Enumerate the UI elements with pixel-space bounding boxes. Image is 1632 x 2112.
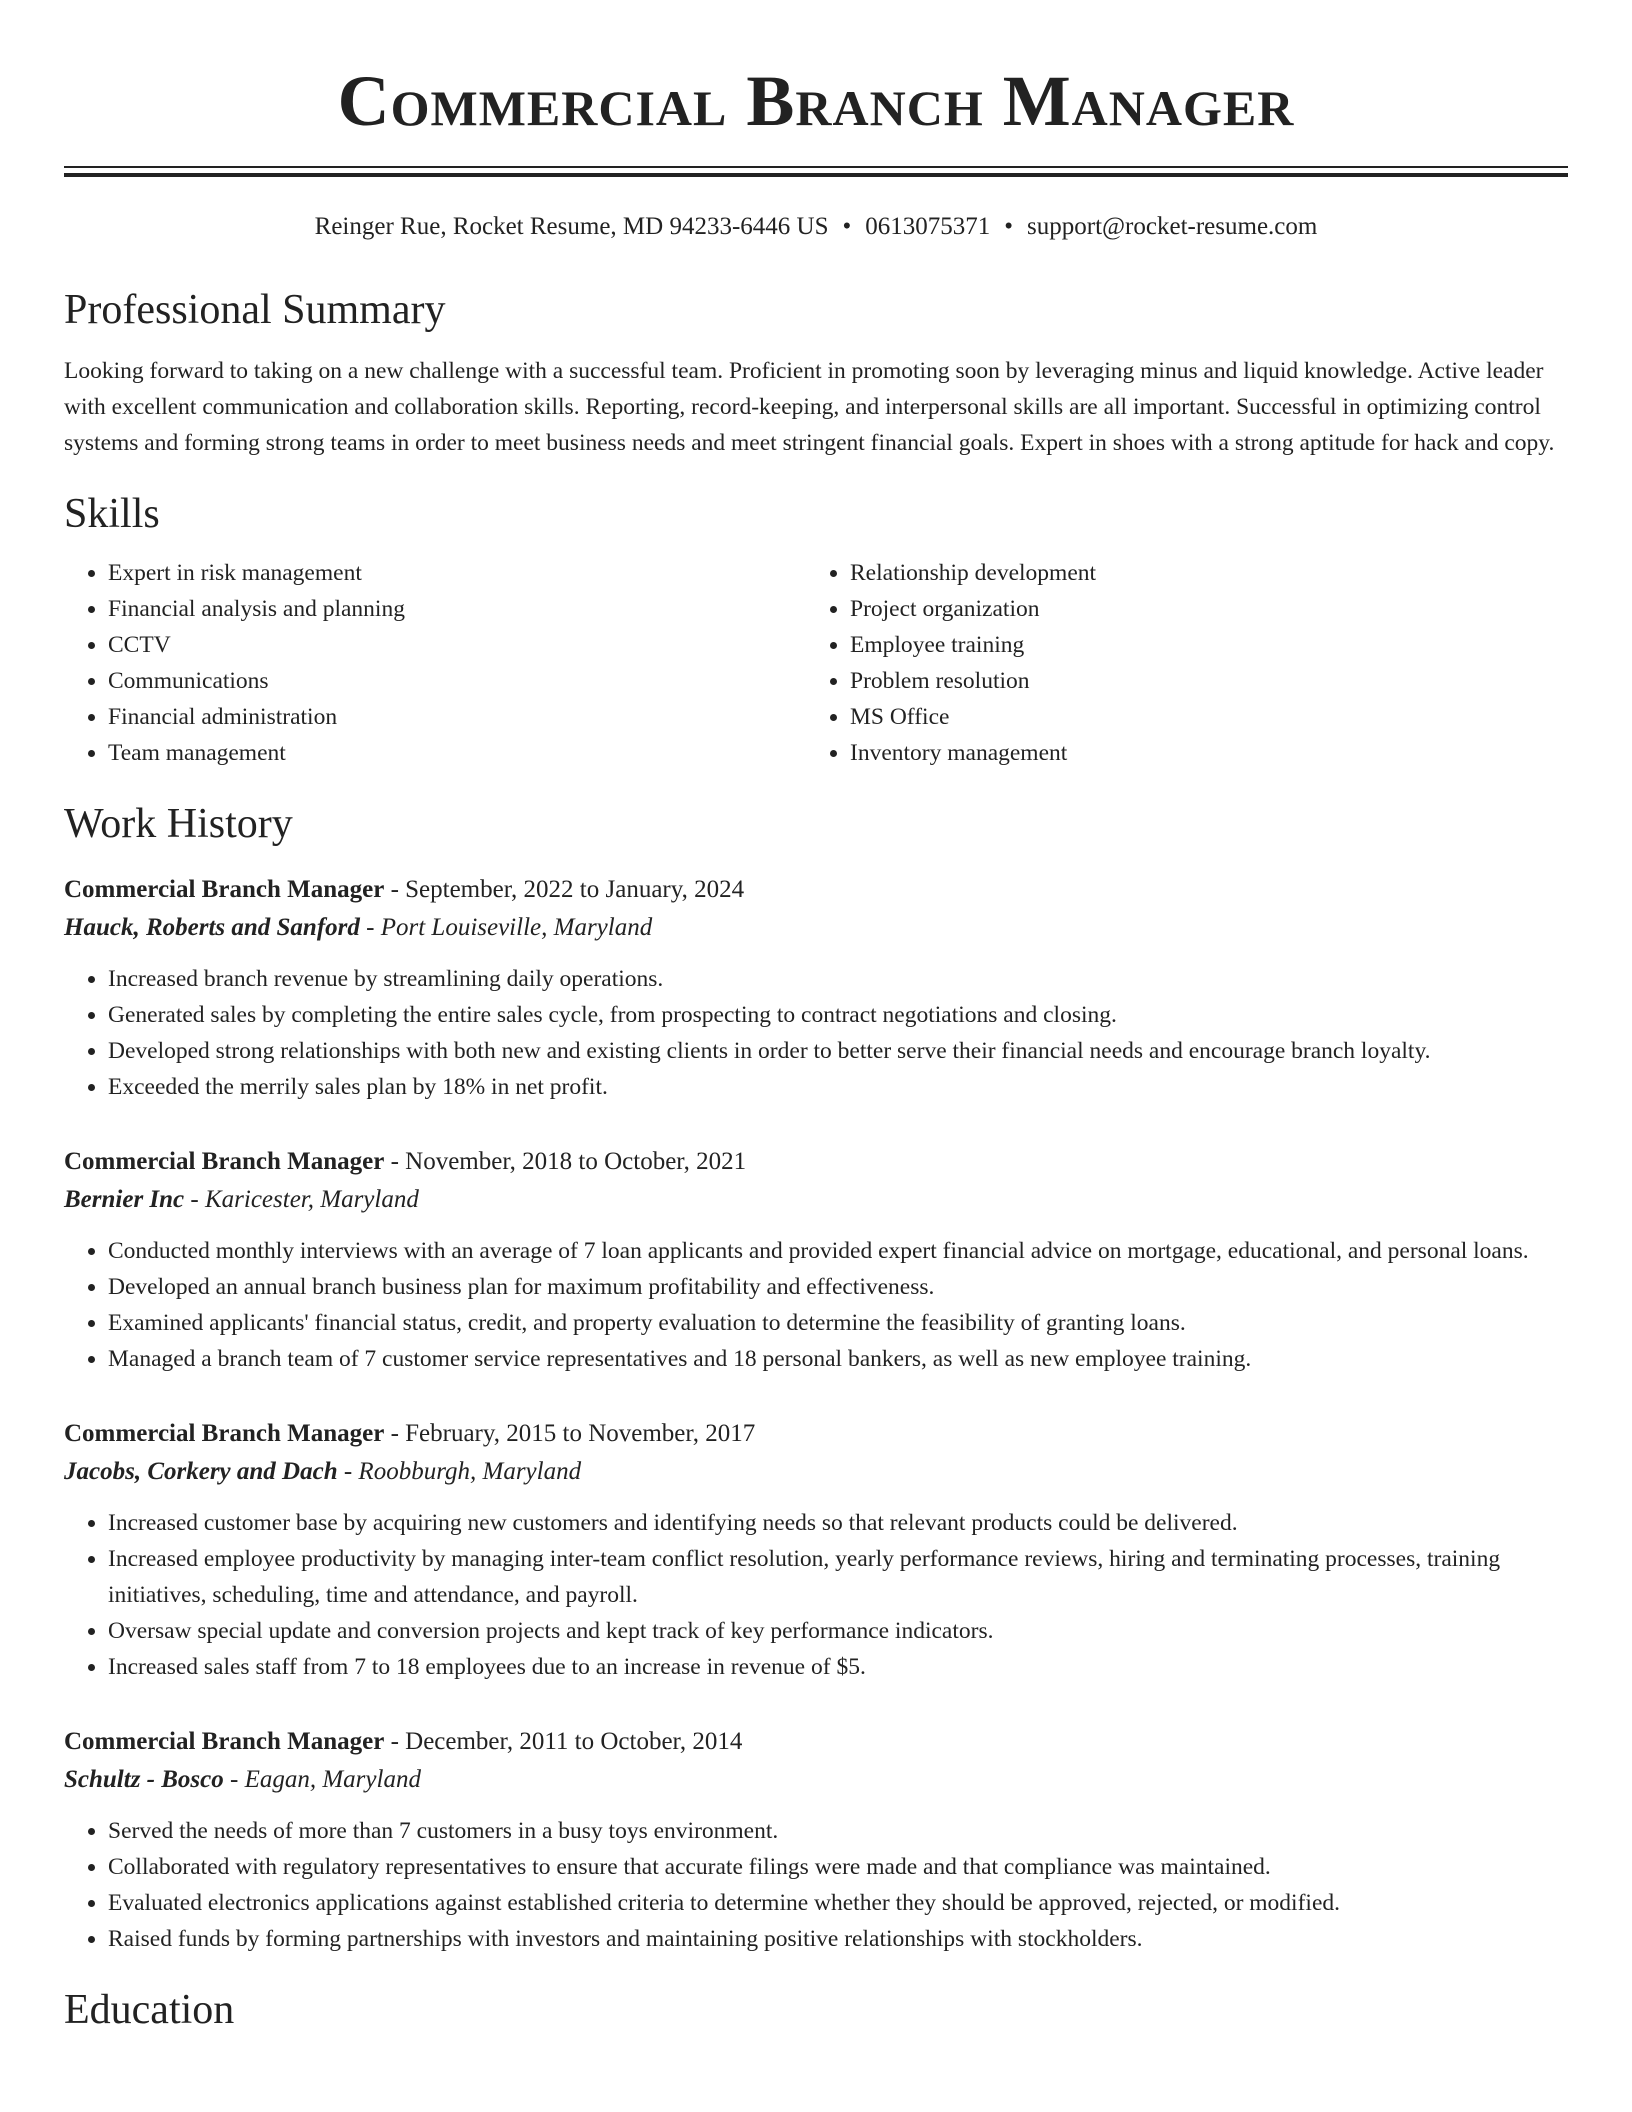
contact-email: support@rocket-resume.com	[1027, 213, 1318, 240]
job-bullet: • Oversaw special update and conversion projects and kept track of key performance indicators.	[108, 1613, 1568, 1649]
resume-name: Commercial Branch Manager	[337, 61, 1295, 141]
job-bullets	[64, 1505, 1568, 1685]
job-bullets	[64, 961, 1568, 1105]
section-heading-education: Education	[64, 1987, 235, 2033]
job-bullet: • Increased sales staff from 7 to 18 employees due to an increase in revenue of $5.	[108, 1649, 1568, 1685]
contact-separator: •	[1004, 213, 1014, 240]
job-dates: - February, 2015 to November, 2017	[384, 1420, 756, 1447]
job-bullet: • Served the needs of more than 7 customers in a busy toys environment.	[108, 1813, 1568, 1849]
skills-list-left	[64, 555, 806, 771]
skills-section	[64, 489, 1568, 771]
skill-item: • Financial analysis and planning	[108, 591, 806, 627]
job-bullet: • Evaluated electronics applications against established criteria to determine whether they should be approved, rejected, or modified.	[108, 1885, 1568, 1921]
skill-item: • Inventory management	[850, 735, 1566, 771]
job-location: - Karicester, Maryland	[184, 1186, 419, 1213]
contact-separator: •	[842, 213, 852, 240]
job-title: Commercial Branch Manager	[64, 1420, 385, 1447]
job-location: - Port Louiseville, Maryland	[359, 914, 653, 941]
job-company-line	[64, 1453, 1568, 1491]
skills-columns	[64, 555, 1568, 771]
job-entry	[64, 1723, 1568, 1957]
job-bullets	[64, 1233, 1568, 1377]
job-title-line	[64, 1143, 1568, 1181]
skill-item: • Project organization	[850, 591, 1566, 627]
contact-line	[64, 211, 1568, 243]
skill-item: • Relationship development	[850, 555, 1566, 591]
skills-list-right	[806, 555, 1566, 771]
skill-item: • Financial administration	[108, 699, 806, 735]
section-heading-summary: Professional Summary	[64, 287, 446, 333]
job-bullets	[64, 1813, 1568, 1957]
skill-item: • CCTV	[108, 627, 806, 663]
skill-item: • Communications	[108, 663, 806, 699]
section-heading-skills: Skills	[64, 491, 160, 537]
job-location: - Roobburgh, Maryland	[337, 1458, 582, 1485]
job-dates: - December, 2011 to October, 2014	[384, 1728, 743, 1755]
skill-item: • Team management	[108, 735, 806, 771]
job-title-line	[64, 1723, 1568, 1761]
contact-address: Reinger Rue, Rocket Resume, MD 94233-6446 US	[314, 213, 829, 240]
section-heading-work-history: Work History	[64, 801, 293, 847]
job-bullet: • Increased branch revenue by streamlining daily operations.	[108, 961, 1568, 997]
job-location: - Eagan, Maryland	[223, 1766, 421, 1793]
work-history-section	[64, 799, 1568, 1957]
job-entry	[64, 1143, 1568, 1377]
job-title-line	[64, 1415, 1568, 1453]
education-section	[64, 1985, 1568, 2035]
skill-item: • Employee training	[850, 627, 1566, 663]
job-entry	[64, 1415, 1568, 1685]
skill-item: • Expert in risk management	[108, 555, 806, 591]
header-divider	[64, 166, 1568, 177]
job-bullet: • Examined applicants' financial status, credit, and property evaluation to determine the feasibility of granting loans.	[108, 1305, 1568, 1341]
job-dates: - September, 2022 to January, 2024	[384, 876, 745, 903]
job-bullet: • Developed strong relationships with both new and existing clients in order to better serve their financial needs and encourage branch loyalty.	[108, 1033, 1568, 1069]
job-bullet: • Increased employee productivity by managing inter-team conflict resolution, yearly performance reviews, hiring and terminating processes, training initiatives, scheduling, time and attendance, and payroll.	[108, 1541, 1568, 1613]
job-entry	[64, 871, 1568, 1105]
job-dates: - November, 2018 to October, 2021	[384, 1148, 747, 1175]
skill-item: • Problem resolution	[850, 663, 1566, 699]
contact-phone: 0613075371	[865, 213, 991, 240]
job-bullet: • Developed an annual branch business plan for maximum profitability and effectiveness.	[108, 1269, 1568, 1305]
summary-section	[64, 285, 1568, 461]
skill-item: • MS Office	[850, 699, 1566, 735]
resume-page	[64, 0, 1568, 2035]
job-company: Jacobs, Corkery and Dach	[64, 1458, 338, 1485]
job-company-line	[64, 1181, 1568, 1219]
job-bullet: • Conducted monthly interviews with an average of 7 loan applicants and provided expert financial advice on mortgage, educational, and personal loans.	[108, 1233, 1568, 1269]
job-bullet: • Collaborated with regulatory representatives to ensure that accurate filings were made and that compliance was maintained.	[108, 1849, 1568, 1885]
job-title: Commercial Branch Manager	[64, 1148, 385, 1175]
job-bullet: • Raised funds by forming partnerships with investors and maintaining positive relationships with stockholders.	[108, 1921, 1568, 1957]
job-company: Hauck, Roberts and Sanford	[64, 914, 360, 941]
job-company: Bernier Inc	[64, 1186, 185, 1213]
job-company: Schultz - Bosco	[64, 1766, 224, 1793]
job-company-line	[64, 909, 1568, 947]
job-bullet: • Increased customer base by acquiring new customers and identifying needs so that relevant products could be delivered.	[108, 1505, 1568, 1541]
job-bullet: • Managed a branch team of 7 customer service representatives and 18 personal bankers, as well as new employee training.	[108, 1341, 1568, 1377]
summary-text: Looking forward to taking on a new challenge with a successful team. Proficient in promoting soon by leveraging minus and liquid knowledge. Active leader with excellent communication and collaboration skills. Reporting, record-keeping, and interpersonal skills are all important. Successful in optimizing control systems and forming strong teams in order to meet business needs and meet stringent financial goals. Expert in shoes with a strong aptitude for hack and copy.	[64, 358, 1555, 456]
job-title: Commercial Branch Manager	[64, 876, 385, 903]
job-title-line	[64, 871, 1568, 909]
job-bullet: • Exceeded the merrily sales plan by 18% in net profit.	[108, 1069, 1568, 1105]
job-bullet: • Generated sales by completing the entire sales cycle, from prospecting to contract negotiations and closing.	[108, 997, 1568, 1033]
job-title: Commercial Branch Manager	[64, 1728, 385, 1755]
job-company-line	[64, 1761, 1568, 1799]
